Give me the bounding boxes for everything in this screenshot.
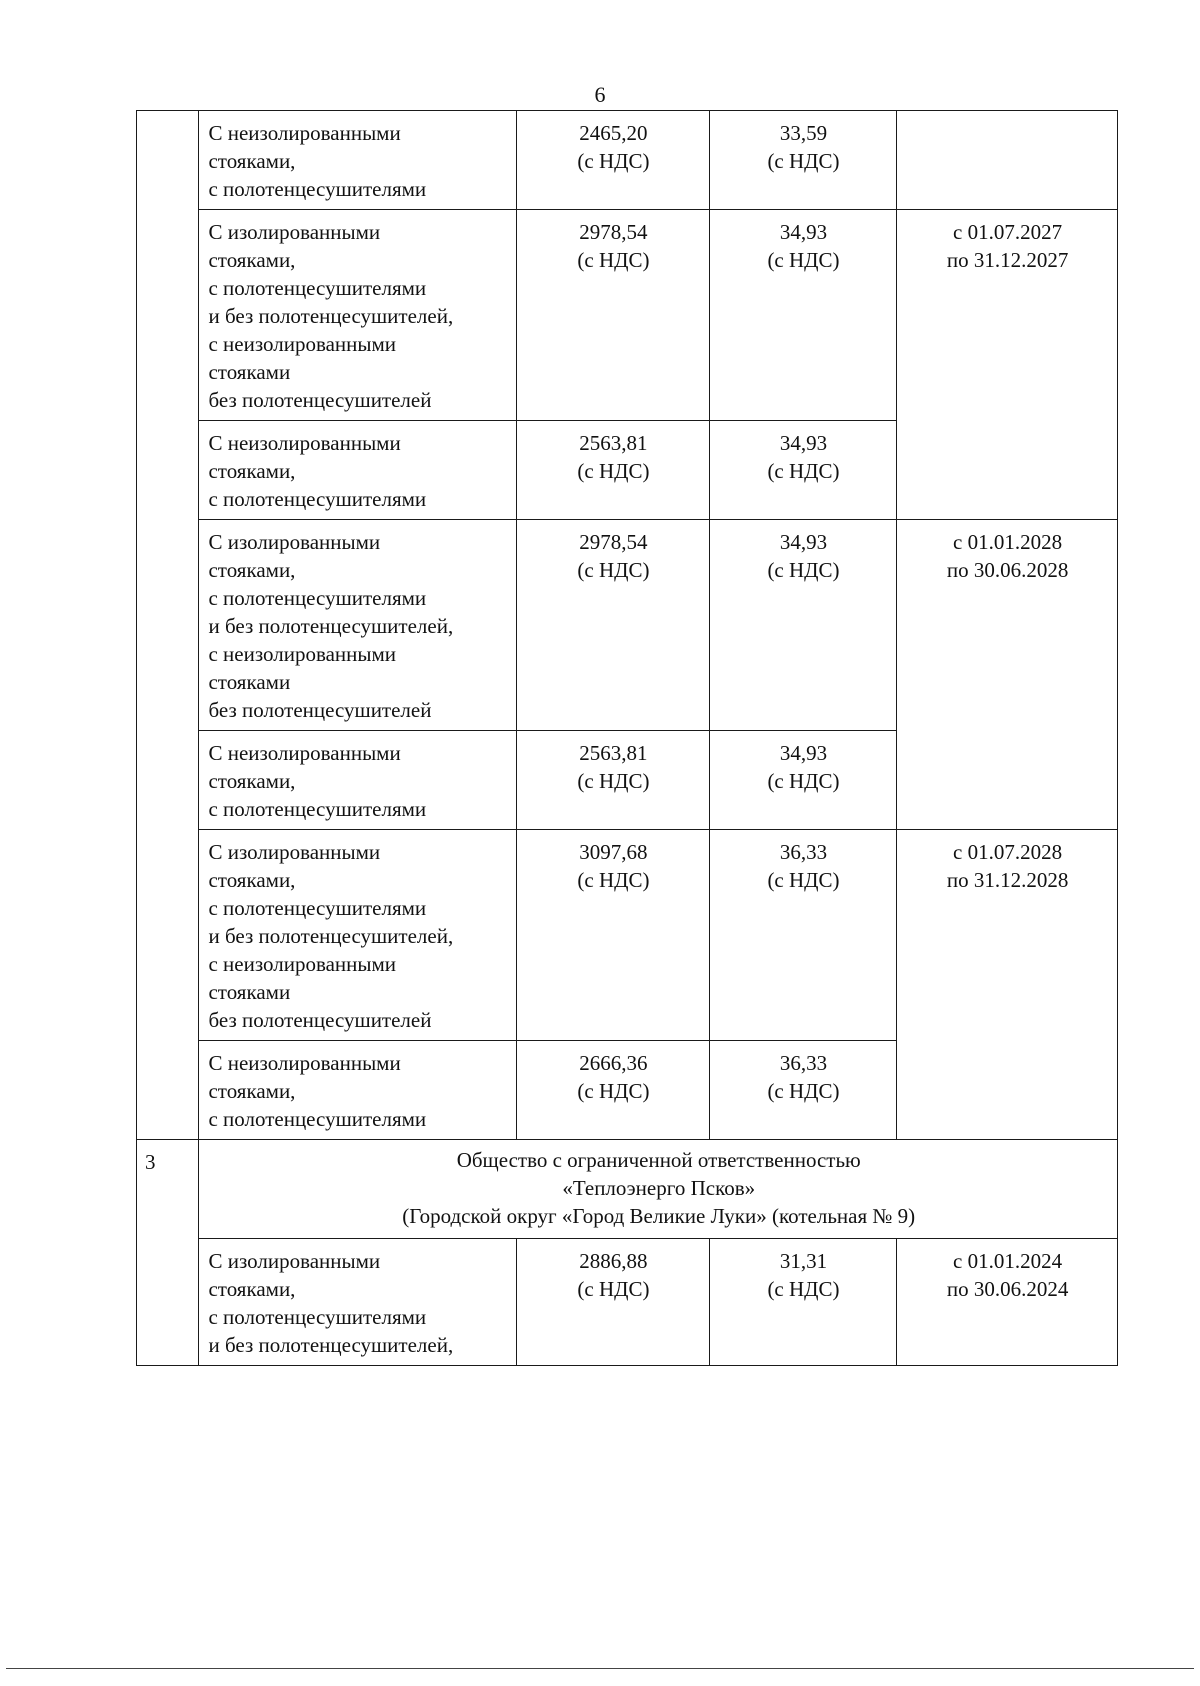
row-number-cell: [137, 1140, 199, 1366]
tariff-value: 2666,36: [579, 1051, 648, 1075]
tariff-value: 31,31: [779, 1249, 828, 1273]
period-to: по 31.12.2028: [946, 868, 1069, 892]
tariff-value: 2978,54: [579, 220, 648, 244]
period-cell: [897, 111, 1118, 210]
consumer-type-line: с полотенцесушителями: [208, 586, 427, 610]
organization-name-line: «Теплоэнерго Псков»: [562, 1176, 756, 1200]
period-cell: [897, 210, 1118, 520]
consumer-type-line: с полотенцесушителями: [208, 276, 427, 300]
consumer-type-line: без полотенцесушителей: [208, 1008, 432, 1032]
consumer-type-line: и без полотенцесушителей,: [208, 1333, 454, 1357]
consumer-type-line: стояками,: [208, 1277, 296, 1301]
consumer-type-line: С изолированными: [208, 530, 381, 554]
vat-note: (с НДС): [577, 769, 650, 793]
vat-note: (с НДС): [577, 868, 650, 892]
consumer-type-line: с полотенцесушителями: [208, 797, 427, 821]
consumer-type-cell: [199, 1239, 517, 1366]
tariff-value-cell: [709, 520, 896, 731]
consumer-type-line: стояками,: [208, 558, 296, 582]
tariff-value: 34,93: [779, 741, 828, 765]
consumer-type-line: С неизолированными: [208, 741, 401, 765]
consumer-type-line: стояками,: [208, 149, 296, 173]
period-from: с 01.01.2028: [953, 530, 1063, 554]
table-row: [137, 111, 1118, 210]
tariff-value-cell: [709, 111, 896, 210]
consumer-type-line: без полотенцесушителей: [208, 388, 432, 412]
consumer-type-line: С изолированными: [208, 1249, 381, 1273]
organization-name-line: Общество с ограниченной ответственностью: [456, 1148, 861, 1172]
vat-note: (с НДС): [767, 868, 840, 892]
consumer-type-cell: [199, 520, 517, 731]
tariff-value: 2978,54: [579, 530, 648, 554]
consumer-type-line: С неизолированными: [208, 431, 401, 455]
tariff-value: 34,93: [779, 530, 828, 554]
consumer-type-cell: [199, 731, 517, 830]
consumer-type-line: с полотенцесушителями: [208, 1107, 427, 1131]
consumer-type-cell: [199, 421, 517, 520]
organization-cell: [199, 1140, 1118, 1239]
row-number: 3: [145, 1150, 156, 1174]
period-from: с 01.01.2024: [953, 1249, 1063, 1273]
tariff-value-cell: [517, 1239, 710, 1366]
consumer-type-line: и без полотенцесушителей,: [208, 924, 454, 948]
consumer-type-cell: [199, 1041, 517, 1140]
vat-note: (с НДС): [577, 149, 650, 173]
table-row: [137, 520, 1118, 731]
tariff-value: 3097,68: [579, 840, 648, 864]
vat-note: (с НДС): [767, 1277, 840, 1301]
consumer-type-line: с неизолированными: [208, 332, 397, 356]
tariff-value: 36,33: [779, 1051, 828, 1075]
tariff-value-cell: [517, 520, 710, 731]
tariff-value-cell: [709, 210, 896, 421]
consumer-type-line: и без полотенцесушителей,: [208, 304, 454, 328]
tariff-value-cell: [709, 1239, 896, 1366]
tariff-value-cell: [517, 830, 710, 1041]
period-to: по 30.06.2024: [946, 1277, 1069, 1301]
tariff-value: 36,33: [779, 840, 828, 864]
tariff-value: 34,93: [779, 431, 828, 455]
consumer-type-line: стояками,: [208, 459, 296, 483]
row-number-cell: [137, 111, 199, 1140]
consumer-type-line: С неизолированными: [208, 121, 401, 145]
consumer-type-line: с полотенцесушителями: [208, 1305, 427, 1329]
tariff-value-cell: [709, 830, 896, 1041]
consumer-type-line: стояками,: [208, 769, 296, 793]
consumer-type-line: стояками,: [208, 248, 296, 272]
tariff-value-cell: [709, 421, 896, 520]
vat-note: (с НДС): [577, 1079, 650, 1103]
consumer-type-line: С изолированными: [208, 220, 381, 244]
consumer-type-line: С неизолированными: [208, 1051, 401, 1075]
tariff-value: 2563,81: [579, 431, 648, 455]
consumer-type-cell: [199, 111, 517, 210]
vat-note: (с НДС): [577, 1277, 650, 1301]
consumer-type-line: с полотенцесушителями: [208, 896, 427, 920]
period-cell: [897, 830, 1118, 1140]
organization-row: [137, 1140, 1118, 1239]
tariff-value-cell: [517, 731, 710, 830]
vat-note: (с НДС): [767, 769, 840, 793]
tariff-value-cell: [517, 1041, 710, 1140]
vat-note: (с НДС): [767, 459, 840, 483]
table-row: [137, 210, 1118, 421]
consumer-type-cell: [199, 210, 517, 421]
scan-edge-line: [6, 1668, 1194, 1669]
period-from: с 01.07.2027: [953, 220, 1063, 244]
consumer-type-line: без полотенцесушителей: [208, 698, 432, 722]
consumer-type-line: с полотенцесушителями: [208, 177, 427, 201]
tariff-value: 2563,81: [579, 741, 648, 765]
table-row: [137, 830, 1118, 1041]
tariff-value-cell: [517, 210, 710, 421]
vat-note: (с НДС): [767, 149, 840, 173]
vat-note: (с НДС): [767, 248, 840, 272]
vat-note: (с НДС): [577, 248, 650, 272]
consumer-type-line: стояками: [208, 360, 291, 384]
organization-location: (Городской округ «Город Великие Луки» (котельная № 9): [402, 1204, 916, 1228]
page-number: 6: [594, 82, 606, 107]
tariff-value: 2886,88: [579, 1249, 648, 1273]
period-cell: [897, 520, 1118, 830]
consumer-type-line: стояками,: [208, 1079, 296, 1103]
vat-note: (с НДС): [767, 1079, 840, 1103]
tariff-value-cell: [709, 1041, 896, 1140]
consumer-type-line: С изолированными: [208, 840, 381, 864]
tariff-value: 33,59: [779, 121, 828, 145]
consumer-type-line: с неизолированными: [208, 642, 397, 666]
vat-note: (с НДС): [577, 558, 650, 582]
tariff-value-cell: [709, 731, 896, 830]
tariff-value-cell: [517, 421, 710, 520]
vat-note: (с НДС): [767, 558, 840, 582]
period-cell: [897, 1239, 1118, 1366]
consumer-type-line: и без полотенцесушителей,: [208, 614, 454, 638]
tariff-table: [136, 110, 1118, 1366]
table-row: [137, 1239, 1118, 1366]
period-from: с 01.07.2028: [953, 840, 1063, 864]
period-to: по 31.12.2027: [946, 248, 1069, 272]
consumer-type-line: стояками: [208, 980, 291, 1004]
consumer-type-line: стояками: [208, 670, 291, 694]
consumer-type-line: с неизолированными: [208, 952, 397, 976]
tariff-value: 2465,20: [579, 121, 648, 145]
period-to: по 30.06.2028: [946, 558, 1069, 582]
tariff-value-cell: [517, 111, 710, 210]
consumer-type-line: с полотенцесушителями: [208, 487, 427, 511]
tariff-value: 34,93: [779, 220, 828, 244]
vat-note: (с НДС): [577, 459, 650, 483]
consumer-type-line: стояками,: [208, 868, 296, 892]
consumer-type-cell: [199, 830, 517, 1041]
